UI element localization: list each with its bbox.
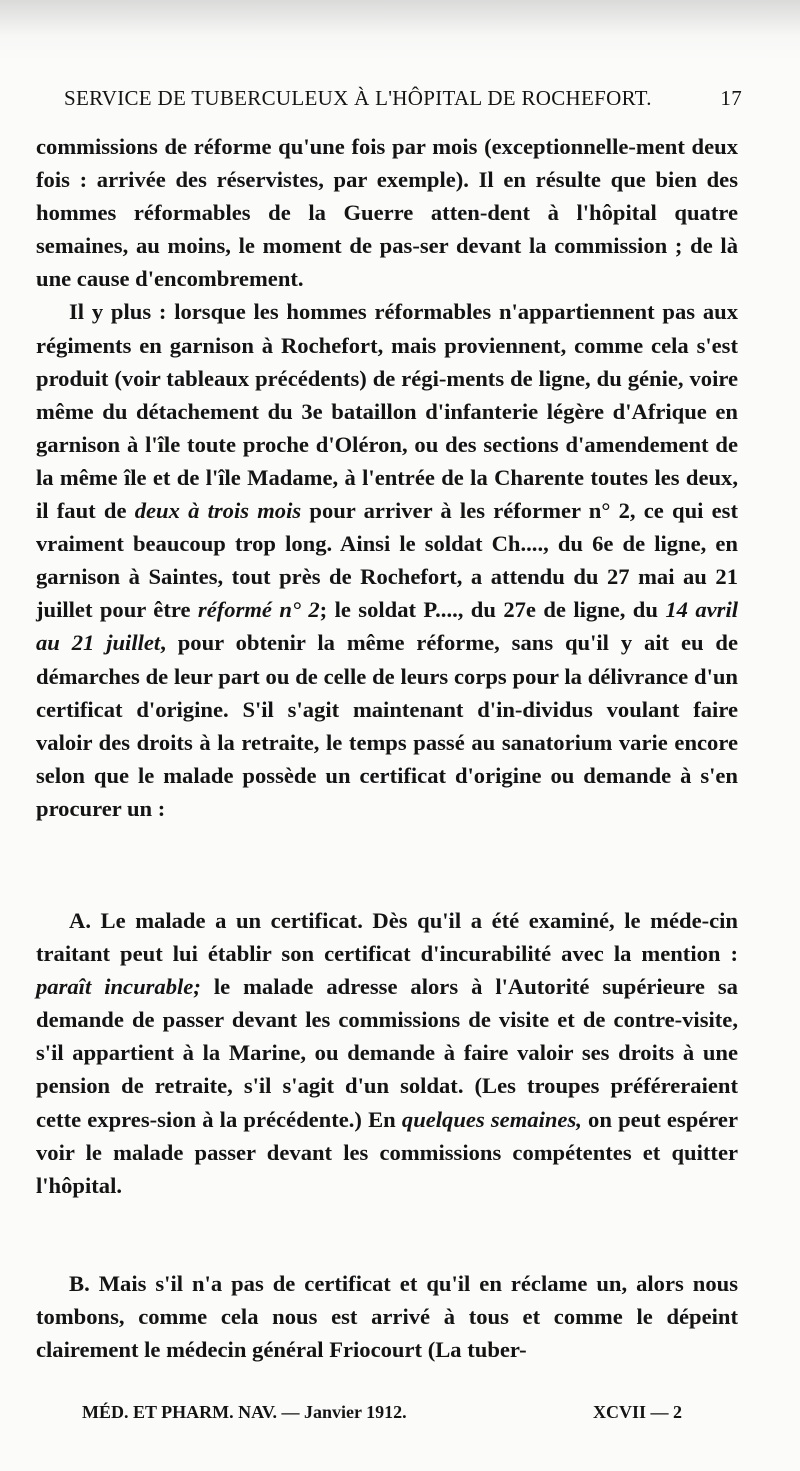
italic-run: deux à trois mois	[134, 498, 302, 524]
footer-journal: MÉD. ET PHARM. NAV. — Janvier 1912.	[82, 1402, 407, 1422]
text-run: pour arriver à les réformer n° 2, ce qui est vraiment beaucoup trop long. Ainsi le soldat Ch...., du 6e de ligne, en garnison à Saintes, tout près de Rochefort, a attendu du 27 mai au 21 juillet pour être	[36, 498, 738, 623]
body-text-section-a	[36, 904, 738, 1202]
italic-run: paraît incurable;	[36, 974, 201, 1000]
italic-run: réformé n° 2	[197, 597, 320, 623]
text-run: on peut espérer voir le malade passer devant les commissions compétentes et quitter l'hôpital.	[36, 1106, 738, 1198]
text-run: , pour obtenir la même réforme, sans qu'il y ait eu de démarches de leur part ou de celle de leurs corps pour la délivrance d'un certificat d'origine. S'il s'agit maintenant d'in-dividus voulant faire valoir des droits à la retraite, le temps passé au sanatorium varie encore selon que le malade possède un certificat d'origine ou demande à s'en procurer un :	[36, 630, 739, 821]
italic-run: 14 avril au 21 juillet	[36, 597, 739, 656]
scan-edge-shadow	[0, 0, 800, 60]
text-run: A. Le malade a un certificat. Dès qu'il a été examiné, le méde-cin traitant peut lui établir son certificat d'incurabilité avec la mention :	[36, 908, 738, 967]
italic-run: quelques semaines,	[401, 1106, 582, 1132]
paragraph-a	[36, 904, 738, 1202]
text-run: Il y plus : lorsque les hommes réformables n'appartiennent pas aux régiments en garnison à Rochefort, mais proviennent, comme cela s'est produit (voir tableaux précédents) de régi-ments de ligne, du génie, voire même du détachement du 3e bataillon d'infanterie légère d'Afrique en garnison à l'île toute proche d'Oléron, ou des sections d'amendement de la même île et de l'île Madame, à l'entrée de la Charente toutes les deux, il faut de	[36, 299, 738, 524]
footer-volume: XCVII — 2	[592, 1402, 682, 1422]
body-text-section-b	[36, 1267, 738, 1366]
paragraph-continuation: commissions de réforme qu'une fois par mois (exceptionnelle-ment deux fois : arrivée des réservistes, par exemple). Il en résulte que bien des hommes réformables de la Guerre atten-dent à l'hôpital quatre semaines, au moins, le moment de pas-ser devant la commission ; de là une cause d'encombrement.	[36, 134, 738, 292]
text-run: le malade adresse alors à l'Autorité supérieure sa demande de passer devant les commissions de visite et de contre-visite, s'il appartient à la Marine, ou demande à faire valoir ses droits à une pension de retraite, s'il s'agit d'un soldat. (Les troupes préféreraient cette expres-sion à la précédente.) En	[36, 974, 738, 1132]
header-title: SERVICE DE TUBERCULEUX À L'HÔPITAL DE ROCHEFORT.	[64, 86, 652, 110]
body-text-main	[36, 130, 738, 825]
header-page-number: 17	[720, 86, 742, 110]
paragraph-il-y-plus	[36, 295, 738, 825]
text-run: ; le soldat P...., du 27e de ligne, du	[319, 597, 666, 623]
paragraph-b: B. Mais s'il n'a pas de certificat et qu'il en réclame un, alors nous tombons, comme cela nous est arrivé à tous et comme le dépeint clairement le médecin général Friocourt (La tuber-	[36, 1271, 738, 1363]
